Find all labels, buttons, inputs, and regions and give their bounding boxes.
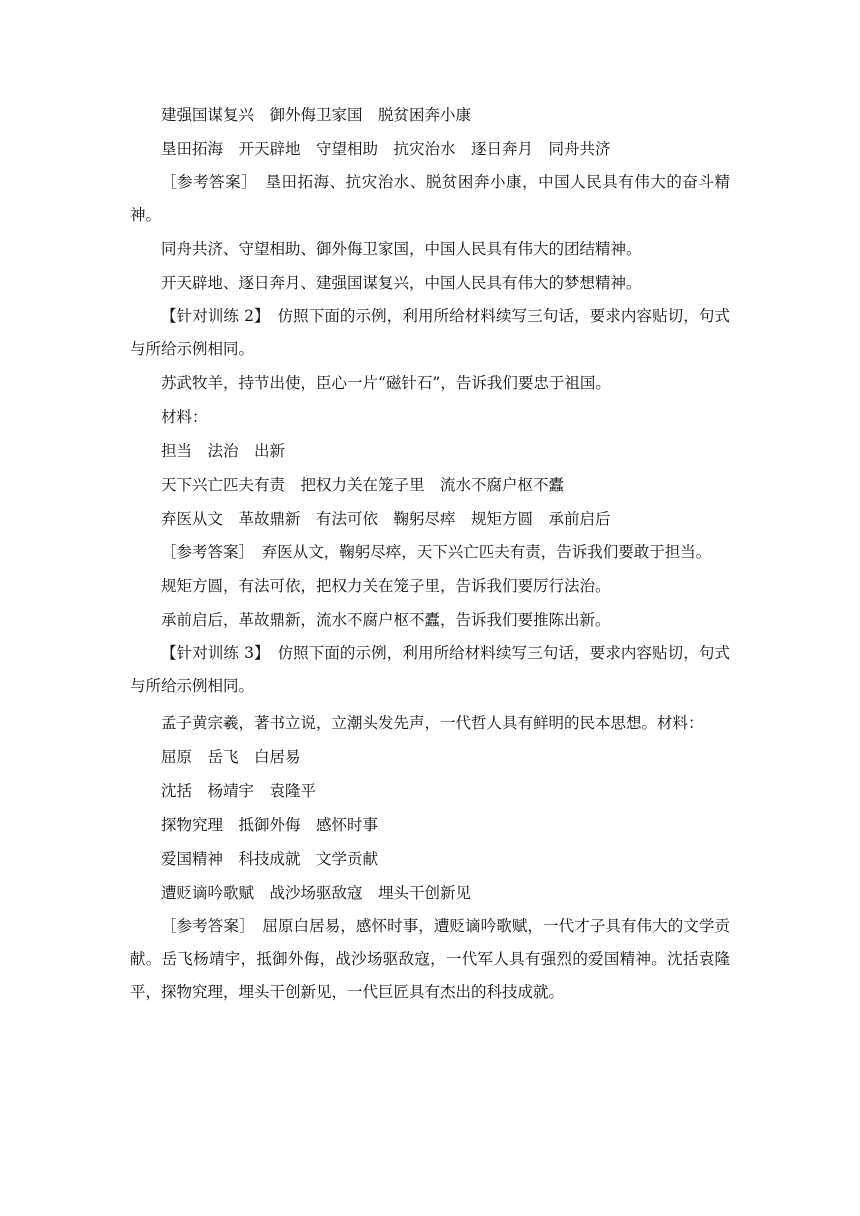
exercise-2-prompt: 【针对训练 2】 仿照下面的示例，利用所给材料续写三句话，要求内容贴切，句式与所给示例相同。 bbox=[130, 307, 730, 358]
reference-answer-1-part-3: 开天辟地、逐日奔月、建强国谋复兴，中国人民具有伟大的梦想精神。 bbox=[161, 274, 642, 292]
exercise-3-prompt: 【针对训练 3】 仿照下面的示例，利用所给材料续写三句话，要求内容贴切，句式与所给示例相同。 bbox=[130, 644, 730, 695]
material-line-1: 建强国谋复兴 御外侮卫家国 脱贫困奔小康 bbox=[161, 106, 472, 124]
reference-answer-2-part-2: 规矩方圆，有法可依，把权力关在笼子里，告诉我们要厉行法治。 bbox=[161, 577, 611, 595]
exercise-2-material-label: 材料： bbox=[161, 408, 208, 426]
exercise-3-material-line-2: 沈括 杨靖宇 袁隆平 bbox=[161, 782, 317, 800]
material-line-2: 垦田拓海 开天辟地 守望相助 抗灾治水 逐日奔月 同舟共济 bbox=[161, 140, 611, 158]
document-page bbox=[130, 98, 730, 1009]
reference-answer-2-part-3: 承前启后，革故鼎新，流水不腐户枢不蠹，告诉我们要推陈出新。 bbox=[161, 611, 611, 629]
exercise-2-example: 苏武牧羊，持节出使，臣心一片“磁针石”，告诉我们要忠于祖国。 bbox=[161, 374, 611, 392]
exercise-2-material-line-3: 弃医从文 革故鼎新 有法可依 鞠躬尽瘁 规矩方圆 承前启后 bbox=[161, 510, 611, 528]
exercise-3-material-line-3: 探物究理 抵御外侮 感怀时事 bbox=[161, 816, 379, 834]
exercise-2-material-line-1: 担当 法治 出新 bbox=[161, 442, 286, 460]
reference-answer-2-part-1: ［参考答案］ 弃医从文，鞠躬尽瘁，天下兴亡匹夫有责，告诉我们要敢于担当。 bbox=[161, 543, 712, 561]
reference-answer-3: ［参考答案］ 屈原白居易，感怀时事，遭贬谪吟歌赋，一代才子具有伟大的文学贡献。岳飞杨靖宇，抵御外侮，战沙场驱敌寇，一代军人具有强烈的爱国精神。沈括袁隆平，探物究理，埋头干创新见，一代巨匠具有杰出的科技成就。 bbox=[130, 917, 730, 1001]
reference-answer-1-part-1: ［参考答案］ 垦田拓海、抗灾治水、脱贫困奔小康，中国人民具有伟大的奋斗精神。 bbox=[130, 173, 730, 224]
exercise-3-example: 孟子黄宗羲，著书立说，立潮头发先声，一代哲人具有鲜明的民本思想。材料： bbox=[161, 714, 704, 732]
exercise-3-material-line-5: 遭贬谪吟歌赋 战沙场驱敌寇 埋头干创新见 bbox=[161, 884, 472, 902]
exercise-2-material-line-2: 天下兴亡匹夫有责 把权力关在笼子里 流水不腐户枢不蠹 bbox=[161, 476, 565, 494]
reference-answer-1-part-2: 同舟共济、守望相助、御外侮卫家国，中国人民具有伟大的团结精神。 bbox=[161, 240, 642, 258]
exercise-3-material-line-1: 屈原 岳飞 白居易 bbox=[161, 748, 301, 766]
exercise-3-material-line-4: 爱国精神 科技成就 文学贡献 bbox=[161, 850, 379, 868]
